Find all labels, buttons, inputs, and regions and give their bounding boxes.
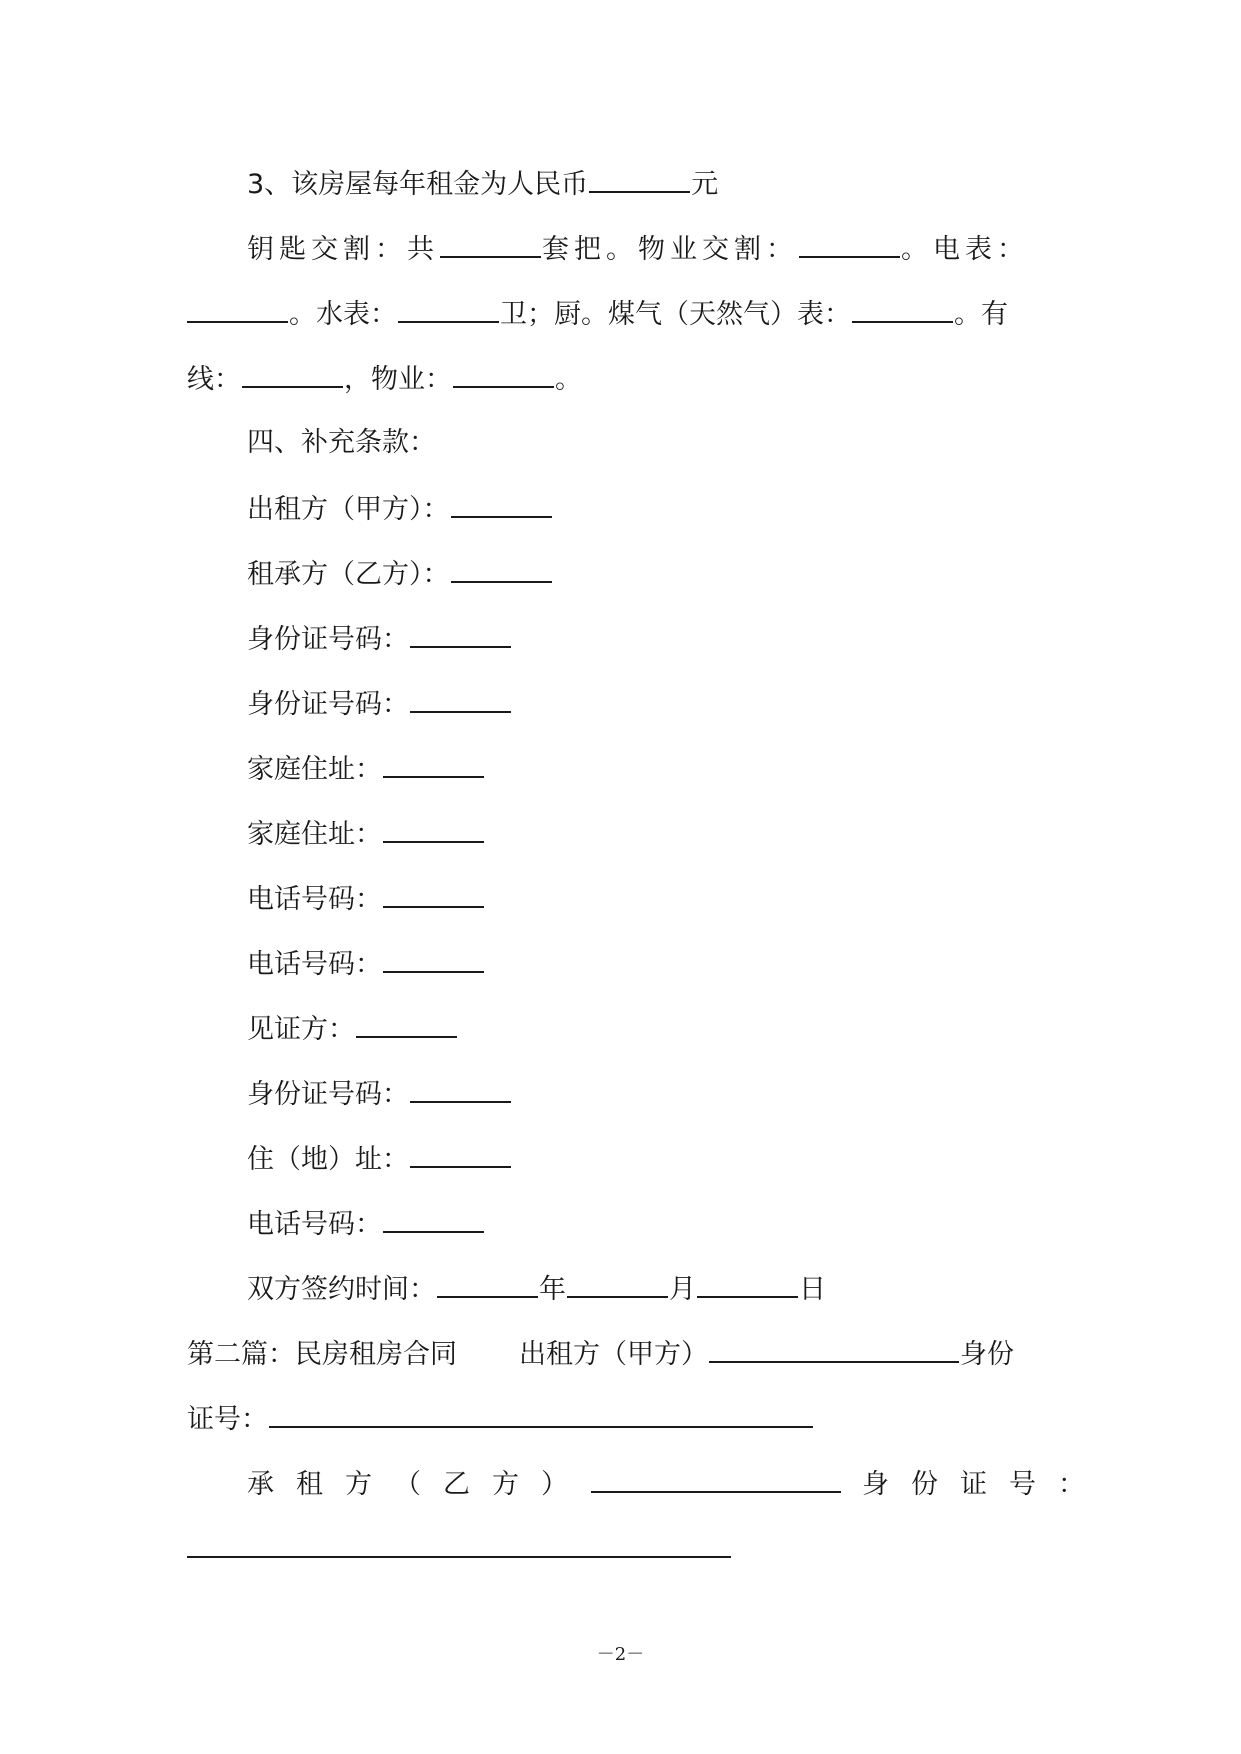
id-number-blank[interactable]: [410, 1073, 511, 1103]
cable-label: 线：: [187, 364, 241, 395]
lessor-id-line: [187, 1398, 814, 1438]
witness-blank[interactable]: [356, 1008, 457, 1038]
home-address-line-1: [247, 748, 485, 788]
cable-label-start: 。有: [954, 299, 1008, 330]
witness-label: 见证方：: [247, 1014, 355, 1045]
lessee-blank[interactable]: [591, 1463, 841, 1493]
property-fee-label: ，物业：: [344, 364, 452, 395]
id-number-line-2: [247, 683, 512, 723]
home-address-blank[interactable]: [383, 813, 484, 843]
property-handover-blank[interactable]: [799, 228, 900, 258]
home-address-line-2: [247, 813, 485, 853]
day-blank[interactable]: [697, 1268, 798, 1298]
phone-label: 电话号码：: [247, 1209, 382, 1240]
witness-address-line: [247, 1138, 512, 1178]
lessee-id-line: [187, 1528, 732, 1568]
signing-date-line: [247, 1268, 826, 1308]
phone-line-2: [247, 943, 485, 983]
id-number-blank[interactable]: [410, 683, 511, 713]
key-count-blank[interactable]: [440, 228, 541, 258]
rent-line: [247, 163, 718, 203]
electric-meter-label: 。电表：: [901, 234, 1029, 265]
rent-label: 3、该房屋每年租金为人民币: [247, 169, 589, 200]
chapter-two-title: 第二篇：民房租房合同: [187, 1339, 457, 1370]
phone-line-1: [247, 878, 485, 918]
property-fee-blank[interactable]: [453, 358, 554, 388]
phone-label: 电话号码：: [247, 949, 382, 980]
rent-amount-blank[interactable]: [589, 163, 690, 193]
chapter-two-line: [187, 1333, 1014, 1373]
lessee-heading-line: [247, 1463, 1107, 1503]
lessee-id-blank[interactable]: [187, 1528, 731, 1558]
address-label: 住（地）址：: [247, 1144, 409, 1175]
water-meter-blank[interactable]: [398, 293, 499, 323]
cable-blank[interactable]: [242, 358, 343, 388]
home-address-label: 家庭住址：: [247, 819, 382, 850]
lessee-id-label: 身份证号：: [862, 1469, 1107, 1500]
home-address-label: 家庭住址：: [247, 754, 382, 785]
phone-blank[interactable]: [383, 878, 484, 908]
day-label: 日: [799, 1274, 826, 1305]
id-number-label: 身份证号码：: [247, 1079, 409, 1110]
month-label: 月: [669, 1274, 696, 1305]
signing-date-label: 双方签约时间：: [247, 1274, 436, 1305]
lessor-blank[interactable]: [709, 1333, 959, 1363]
lessee-line: [247, 553, 553, 593]
id-number-line-1: [247, 618, 512, 658]
page-number: －2－: [596, 1644, 645, 1665]
witness-id-line: [247, 1073, 512, 1113]
phone-label: 电话号码：: [247, 884, 382, 915]
rent-unit: 元: [691, 169, 719, 200]
home-address-blank[interactable]: [383, 748, 484, 778]
lessor-label: 出租方（甲方）: [519, 1339, 708, 1370]
lessee-label: 承租方（乙方）: [247, 1469, 590, 1500]
witness-phone-line: [247, 1203, 485, 1243]
meters-line: [187, 293, 1008, 333]
address-blank[interactable]: [410, 1138, 511, 1168]
id-label-start: 身份: [960, 1339, 1014, 1370]
year-blank[interactable]: [437, 1268, 538, 1298]
key-count-label: 钥匙交割：共: [247, 234, 439, 265]
lessor-blank[interactable]: [451, 488, 552, 518]
key-handover-line: [247, 228, 1029, 268]
supplementary-title: 四、补充条款：: [247, 427, 436, 458]
phone-blank[interactable]: [383, 1203, 484, 1233]
gas-meter-blank[interactable]: [852, 293, 953, 323]
lessor-line: [247, 488, 553, 528]
period: 。: [555, 364, 582, 395]
year-label: 年: [539, 1274, 566, 1305]
id-number-blank[interactable]: [410, 618, 511, 648]
phone-blank[interactable]: [383, 943, 484, 973]
gas-meter-label: 卫；厨。煤气（天然气）表：: [500, 299, 851, 330]
lessor-id-blank[interactable]: [269, 1398, 813, 1428]
water-meter-label: 。水表：: [289, 299, 397, 330]
electric-meter-blank[interactable]: [187, 293, 288, 323]
witness-line: [247, 1008, 458, 1048]
month-blank[interactable]: [567, 1268, 668, 1298]
property-handover-label: 套把。物业交割：: [542, 234, 798, 265]
cable-property-line: [187, 358, 582, 398]
id-number-label: 身份证号码：: [247, 689, 409, 720]
lessee-blank[interactable]: [451, 553, 552, 583]
id-label-end: 证号：: [187, 1404, 268, 1435]
lessor-label: 出租方（甲方）：: [247, 494, 450, 525]
lessee-label: 租承方（乙方）：: [247, 559, 450, 590]
id-number-label: 身份证号码：: [247, 624, 409, 655]
supplementary-heading: [247, 423, 436, 463]
